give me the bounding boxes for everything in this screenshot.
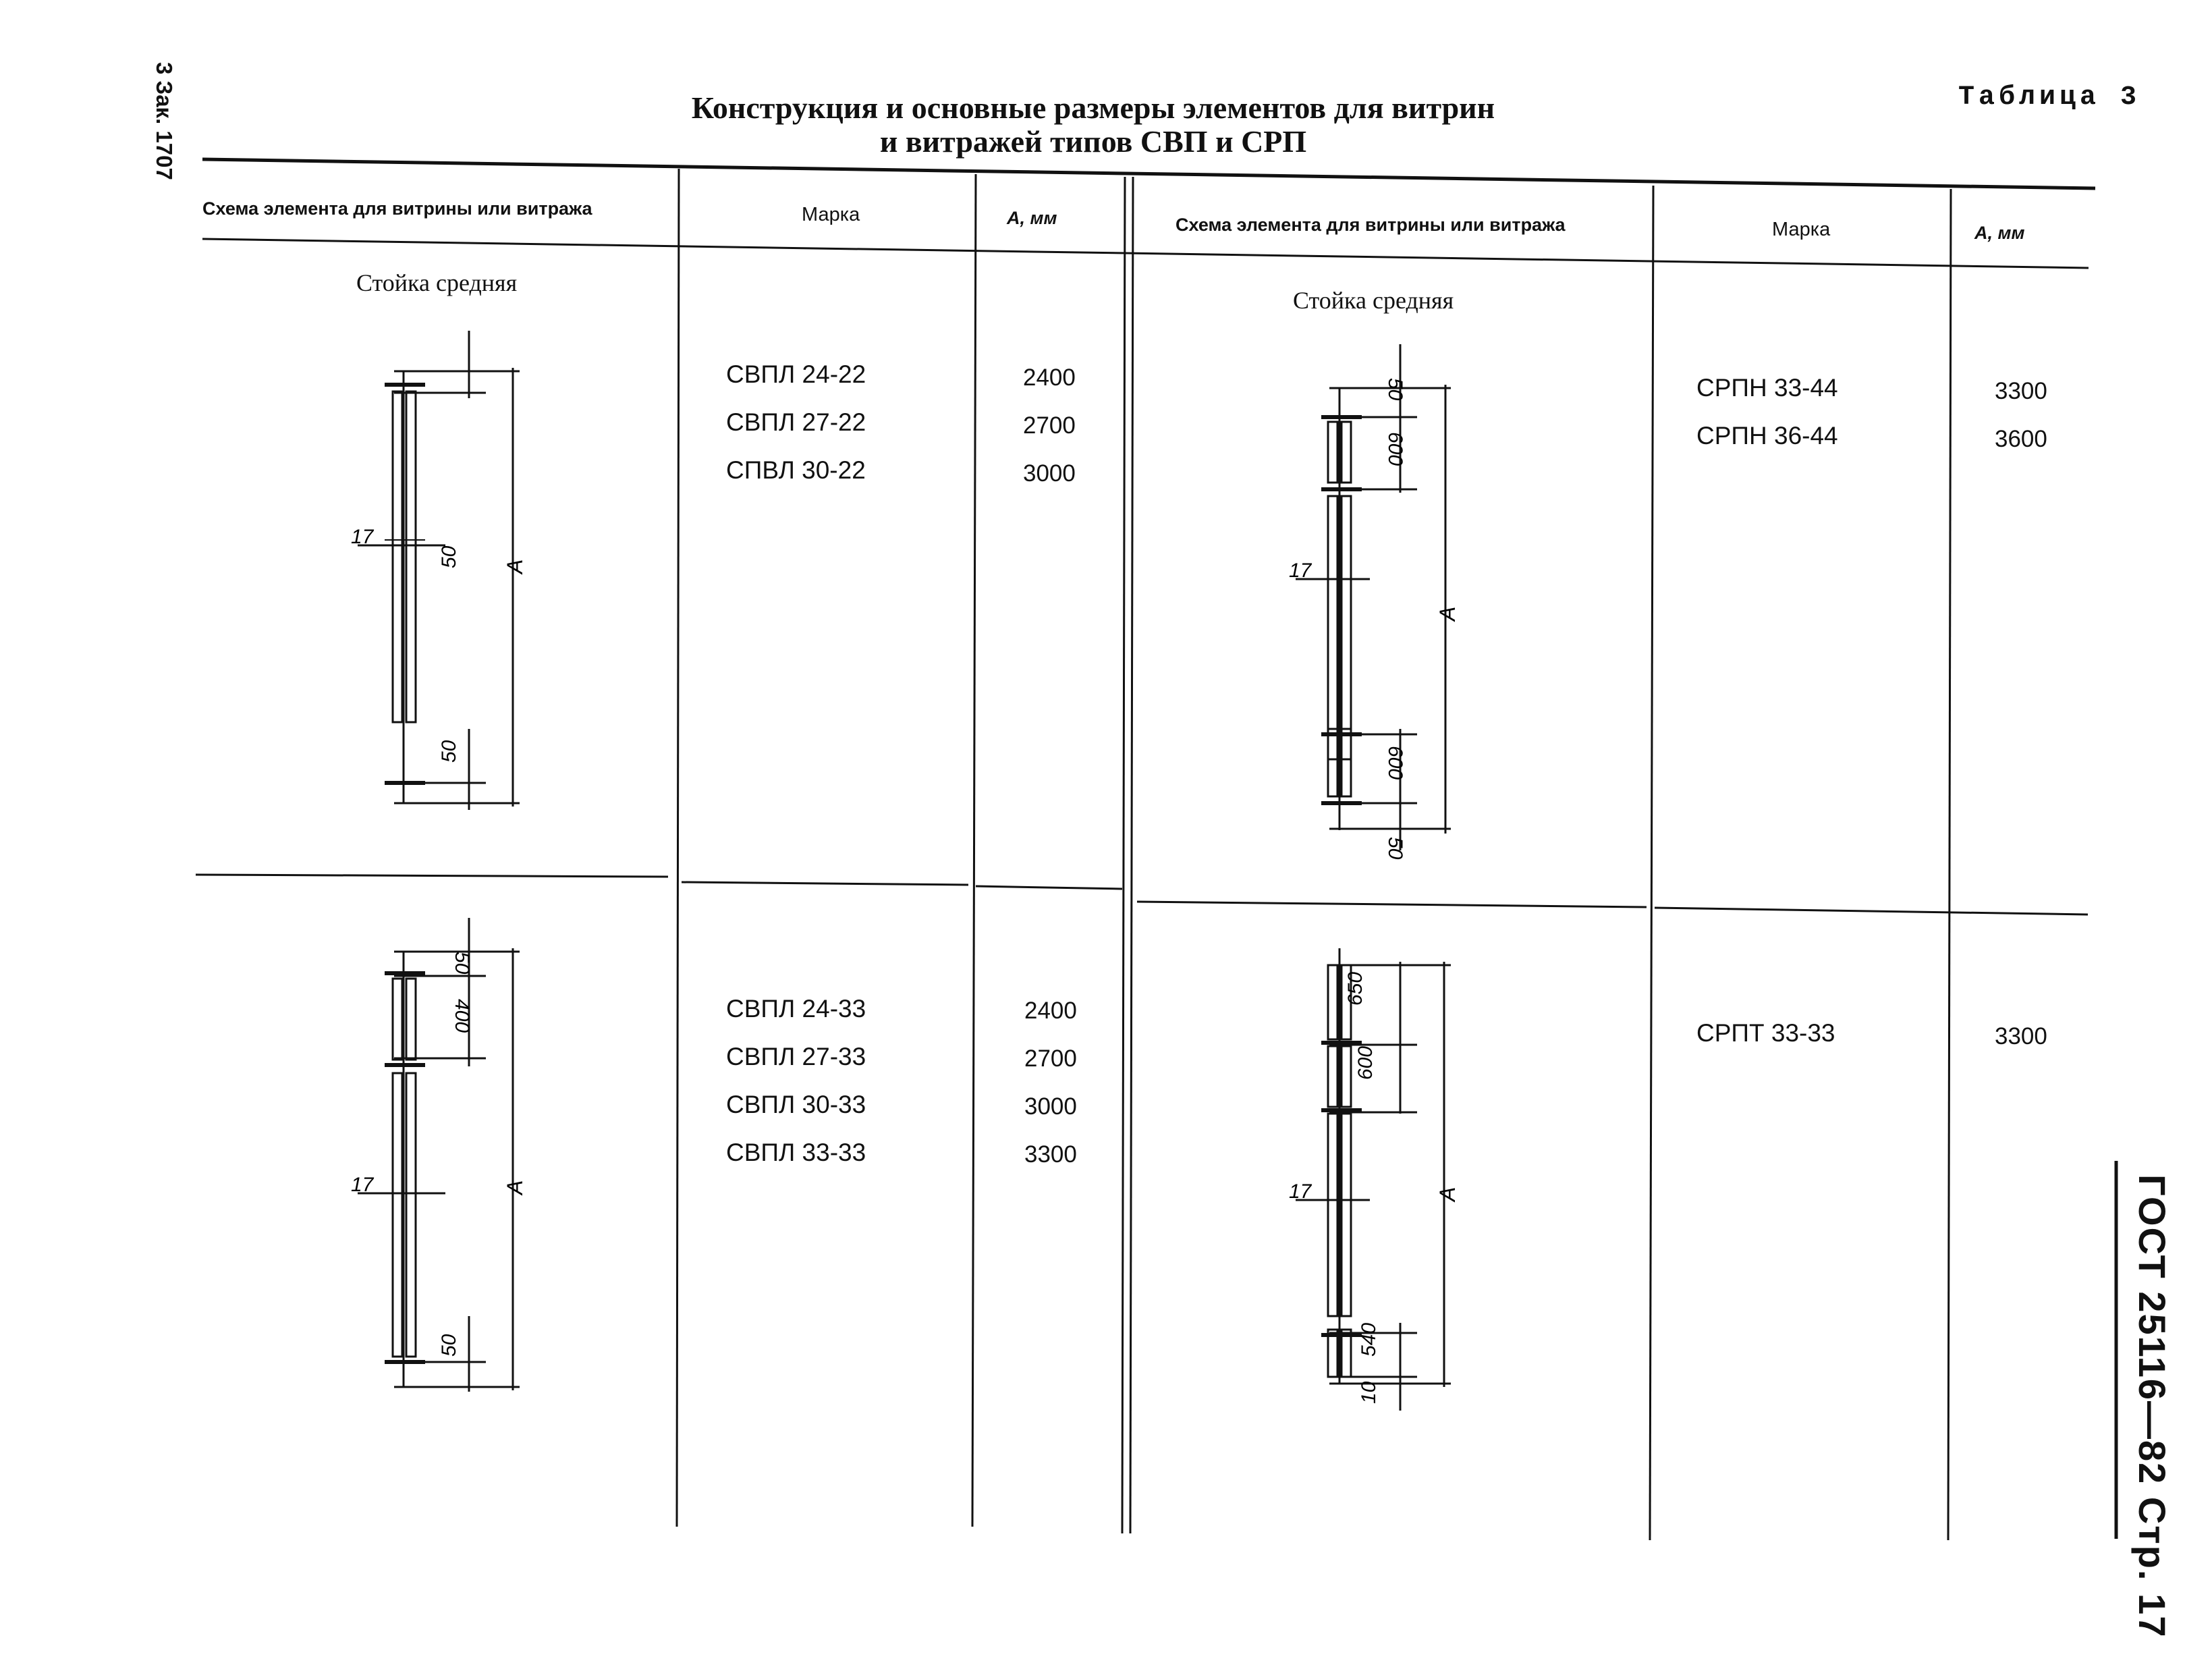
gost-footer-rule — [2112, 1161, 2120, 1539]
mark-svpl-27-33: СВПЛ 27-33 — [726, 1043, 866, 1070]
header-a-right: А, мм — [1974, 223, 2025, 243]
dim-bottom-50: 50 — [438, 740, 460, 763]
dim-bottom-10: 10 — [1358, 1381, 1380, 1404]
value-3600-c: 3600 — [1995, 426, 2047, 452]
value-2400-a: 2400 — [1023, 364, 1076, 391]
dim-top-50-c: 50 — [1384, 378, 1406, 401]
mark-srpt-33-33: СРПТ 33-33 — [1696, 1019, 1835, 1047]
dim-length-a-d: A — [1435, 1187, 1460, 1201]
header-mark-right: Марка — [1772, 219, 1831, 240]
value-3000-a: 3000 — [1023, 460, 1076, 487]
mark-srpn-36-44: СРПН 36-44 — [1696, 422, 1838, 449]
scheme-title-right: Стойка средняя — [1293, 287, 1454, 314]
dim-length-a: A — [503, 559, 527, 574]
value-3300-d: 3300 — [1995, 1023, 2047, 1049]
dim-top-50-b: 50 — [451, 952, 473, 975]
dim-seg-600-top: 600 — [1384, 432, 1406, 466]
header-scheme-right: Схема элемента для витрины или витража — [1176, 215, 1566, 235]
dim-length-a-b: A — [503, 1180, 527, 1195]
scheme-drawing-left-bottom — [351, 911, 553, 1397]
value-3000-b: 3000 — [1024, 1093, 1077, 1120]
header-scheme-left: Схема элемента для витрины или витража — [202, 198, 592, 219]
dim-side-17-b: 17 — [351, 1174, 374, 1196]
dim-bottom-50-b: 50 — [438, 1334, 460, 1357]
mark-svpl-30-33: СВПЛ 30-33 — [726, 1091, 866, 1118]
mark-svpl-24-22: СВПЛ 24-22 — [726, 360, 866, 388]
mark-srpn-33-44: СРПН 33-44 — [1696, 374, 1838, 402]
gost-footer: ГОСТ 25116—82 Стр. 17 — [2131, 1174, 2174, 1639]
value-3300-b: 3300 — [1024, 1141, 1077, 1168]
dim-seg-540: 540 — [1358, 1322, 1380, 1357]
scheme-drawing-left-top — [351, 317, 553, 817]
dim-bottom-50-c: 50 — [1384, 837, 1406, 860]
dim-side-17-d: 17 — [1289, 1180, 1312, 1203]
value-2700-a: 2700 — [1023, 412, 1076, 439]
page-title-line2: и витражей типов СВП и СРП — [879, 124, 1307, 159]
dim-seg-600-bottom: 600 — [1384, 746, 1406, 780]
header-mark-left: Марка — [802, 204, 860, 225]
dim-side-17-c: 17 — [1289, 560, 1312, 582]
dim-seg-400: 400 — [451, 999, 473, 1033]
dim-seg-650: 650 — [1344, 971, 1366, 1006]
value-3300-c: 3300 — [1995, 378, 2047, 404]
mark-spvl-30-22: СПВЛ 30-22 — [726, 456, 866, 484]
table-label: Таблица 3 — [1958, 82, 2140, 113]
header-a-left: А, мм — [1007, 208, 1057, 228]
value-2400-b: 2400 — [1024, 998, 1077, 1024]
value-2700-b: 2700 — [1024, 1045, 1077, 1072]
scheme-title-left: Стойка средняя — [356, 269, 518, 296]
dim-top-50: 50 — [438, 545, 460, 568]
mark-svpl-33-33: СВПЛ 33-33 — [726, 1139, 866, 1166]
dim-length-a-c: A — [1435, 606, 1460, 621]
margin-order-number: 3 Зак. 1707 — [152, 62, 177, 180]
scheme-drawing-right-top — [1289, 337, 1491, 864]
dim-side-17: 17 — [351, 526, 374, 548]
dim-seg-600: 600 — [1354, 1045, 1377, 1080]
mark-svpl-27-22: СВПЛ 27-22 — [726, 408, 866, 436]
scheme-drawing-right-bottom — [1289, 945, 1491, 1431]
mark-svpl-24-33: СВПЛ 24-33 — [726, 995, 866, 1023]
page-title-line1: Конструкция и основные размеры элементов для витрин — [691, 90, 1495, 125]
